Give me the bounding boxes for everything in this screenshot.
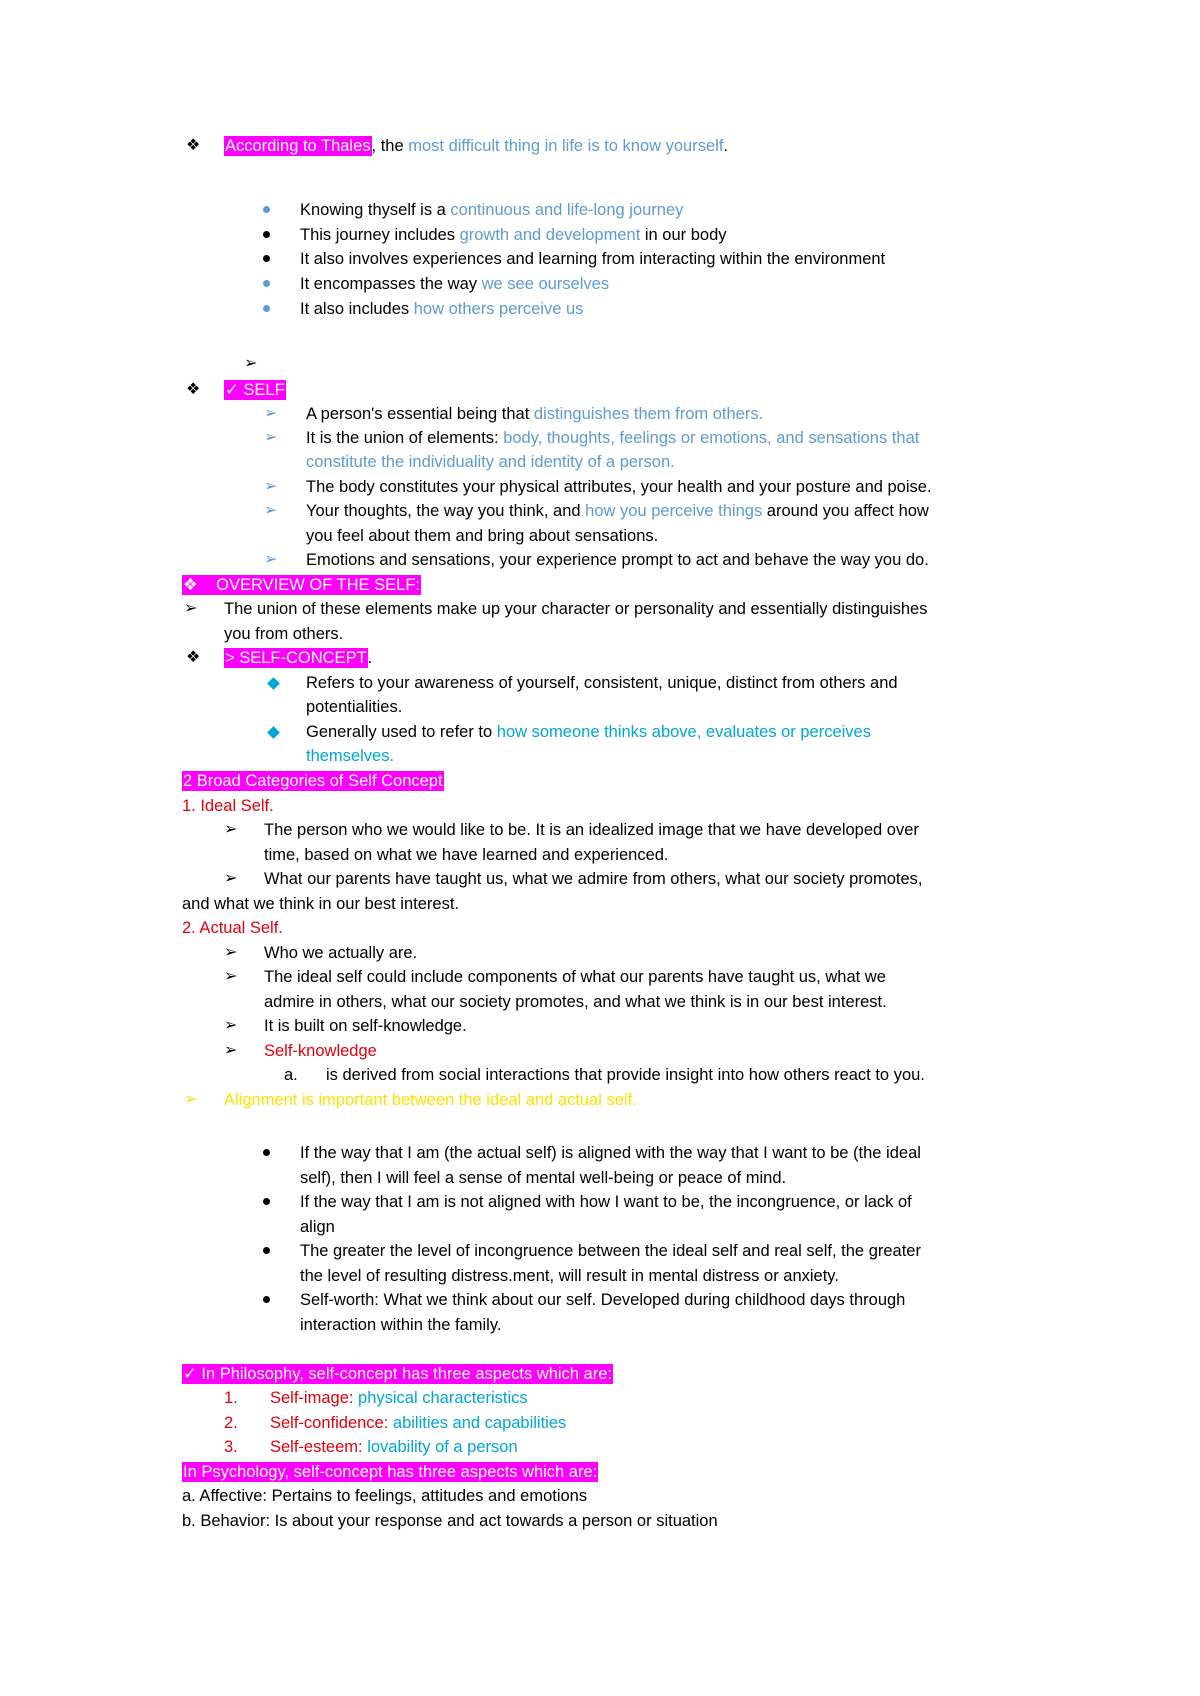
list-item: What our parents have taught us, what we admire from others, what our society promotes, <box>264 870 923 888</box>
arrow-bullet-icon: ➢ <box>244 355 258 372</box>
bullet-dot-icon <box>263 231 270 238</box>
list-item-continuation: and what we think in our best interest. <box>182 895 459 913</box>
arrow-bullet-icon: ➢ <box>264 405 278 422</box>
list-item: The person who we would like to be. It is an idealized image that we have developed over <box>264 821 919 839</box>
list-item-continuation: you feel about them and bring about sensations. <box>306 527 659 545</box>
list-item: Self-knowledge <box>264 1042 377 1060</box>
list-item: Self-worth: What we think about our self. Developed during childhood days through <box>300 1291 906 1309</box>
bullet-dot-icon <box>263 1198 270 1205</box>
arrow-bullet-icon: ➢ <box>224 968 238 985</box>
list-item-continuation: themselves. <box>306 747 395 765</box>
psychology-item-b: b. Behavior: Is about your response and act towards a person or situation <box>182 1512 718 1530</box>
overview-heading: ❖ OVERVIEW OF THE SELF: <box>183 576 420 594</box>
numbered-item-number: 1. <box>224 1389 238 1407</box>
list-item: The greater the level of incongruence between the ideal self and real self, the greater <box>300 1242 921 1260</box>
list-item: Refers to your awareness of yourself, consistent, unique, distinct from others and <box>306 674 898 692</box>
diamond-bullet-icon <box>267 677 280 690</box>
numbered-item: Self-image: physical characteristics <box>270 1389 528 1407</box>
bullet-dot-icon <box>263 280 270 287</box>
arrow-bullet-icon: ➢ <box>224 1017 238 1034</box>
list-item: A person's essential being that distinguishes them from others. <box>306 405 764 423</box>
list-item: The body constitutes your physical attributes, your health and your posture and poise. <box>306 478 932 496</box>
paragraph-continuation: you from others. <box>224 625 344 643</box>
list-item-continuation: admire in others, what our society promotes, and what we think is in our best interest. <box>264 993 887 1011</box>
numbered-item-number: 2. <box>224 1414 238 1432</box>
list-item: Emotions and sensations, your experience prompt to act and behave the way you do. <box>306 551 929 569</box>
four-diamond-bullet-icon: ❖ <box>186 381 201 398</box>
list-item-continuation: constitute the individuality and identity of a person. <box>306 453 675 471</box>
list-item: This journey includes growth and development in our body <box>300 226 727 244</box>
bullet-dot-icon <box>263 1149 270 1156</box>
bullet-dot-icon <box>263 1296 270 1303</box>
sub-item: is derived from social interactions that provide insight into how others react to you. <box>326 1066 925 1084</box>
list-item-continuation: time, based on what we have learned and experienced. <box>264 846 669 864</box>
list-item: The ideal self could include components of what our parents have taught us, what we <box>264 968 886 986</box>
list-item-continuation: potentialities. <box>306 698 403 716</box>
arrow-bullet-icon: ➢ <box>224 944 238 961</box>
arrow-bullet-icon: ➢ <box>264 502 278 519</box>
four-diamond-bullet-icon: ❖ <box>186 137 201 154</box>
sub-item-label: a. <box>284 1066 298 1084</box>
list-item: If the way that I am (the actual self) is aligned with the way that I want to be (the ideal <box>300 1144 921 1162</box>
thales-quote: most difficult thing in life is to know yourself <box>408 137 724 155</box>
numbered-item: Self-esteem: lovability of a person <box>270 1438 518 1456</box>
bullet-dot-icon <box>263 206 270 213</box>
list-item: If the way that I am is not aligned with how I want to be, the incongruence, or lack of <box>300 1193 912 1211</box>
arrow-bullet-icon: ➢ <box>184 600 198 617</box>
list-item-continuation: the level of resulting distress.ment, will result in mental distress or anxiety. <box>300 1267 839 1285</box>
thales-line: According to Thales, the most difficult thing in life is to know yourself. <box>225 137 728 155</box>
psychology-item-a: a. Affective: Pertains to feelings, attitudes and emotions <box>182 1487 588 1505</box>
list-item: Knowing thyself is a continuous and life-long journey <box>300 201 684 219</box>
list-item: It is built on self-knowledge. <box>264 1017 467 1035</box>
numbered-item: Self-confidence: abilities and capabilities <box>270 1414 567 1432</box>
numbered-item-number: 3. <box>224 1438 238 1456</box>
list-item-continuation: self), then I will feel a sense of mental well-being or peace of mind. <box>300 1169 787 1187</box>
bullet-dot-icon <box>263 255 270 262</box>
actual-self-title: 2. Actual Self. <box>182 919 283 937</box>
four-diamond-bullet-icon: ❖ <box>186 649 201 666</box>
thales-highlight: According to Thales <box>225 137 371 155</box>
ideal-self-title: 1. Ideal Self. <box>182 797 274 815</box>
arrow-bullet-icon: ➢ <box>264 478 278 495</box>
paragraph: The union of these elements make up your character or personality and essentially distinguishes <box>224 600 928 618</box>
list-item: Your thoughts, the way you think, and how you perceive things around you affect how <box>306 502 929 520</box>
list-item: It also involves experiences and learning from interacting within the environment <box>300 250 886 268</box>
list-item: Generally used to refer to how someone thinks above, evaluates or perceives <box>306 723 871 741</box>
alignment-note: Alignment is important between the ideal and actual self. <box>224 1091 637 1109</box>
list-item-continuation: interaction within the family. <box>300 1316 502 1334</box>
self-heading: ✓ SELF <box>225 381 285 399</box>
list-item: It encompasses the way we see ourselves <box>300 275 610 293</box>
arrow-bullet-icon: ➢ <box>224 821 238 838</box>
arrow-bullet-icon: ➢ <box>264 551 278 568</box>
philosophy-heading: ✓ In Philosophy, self-concept has three aspects which are: <box>183 1365 612 1383</box>
list-item: It also includes how others perceive us <box>300 300 584 318</box>
self-concept-heading: > SELF-CONCEPT. <box>225 649 373 667</box>
arrow-bullet-icon: ➢ <box>224 870 238 887</box>
arrow-bullet-icon: ➢ <box>224 1042 238 1059</box>
list-item-continuation: align <box>300 1218 335 1236</box>
bullet-dot-icon <box>263 305 270 312</box>
psychology-heading: In Psychology, self-concept has three aspects which are: <box>183 1463 598 1481</box>
bullet-dot-icon <box>263 1247 270 1254</box>
four-diamond-bullet-icon: ❖ <box>183 576 198 594</box>
list-item: It is the union of elements: body, thoughts, feelings or emotions, and sensations that <box>306 429 920 447</box>
arrow-bullet-icon: ➢ <box>264 429 278 446</box>
diamond-bullet-icon <box>267 726 280 739</box>
arrow-bullet-icon: ➢ <box>184 1091 198 1108</box>
list-item: Who we actually are. <box>264 944 418 962</box>
categories-heading: 2 Broad Categories of Self Concept <box>183 772 443 790</box>
